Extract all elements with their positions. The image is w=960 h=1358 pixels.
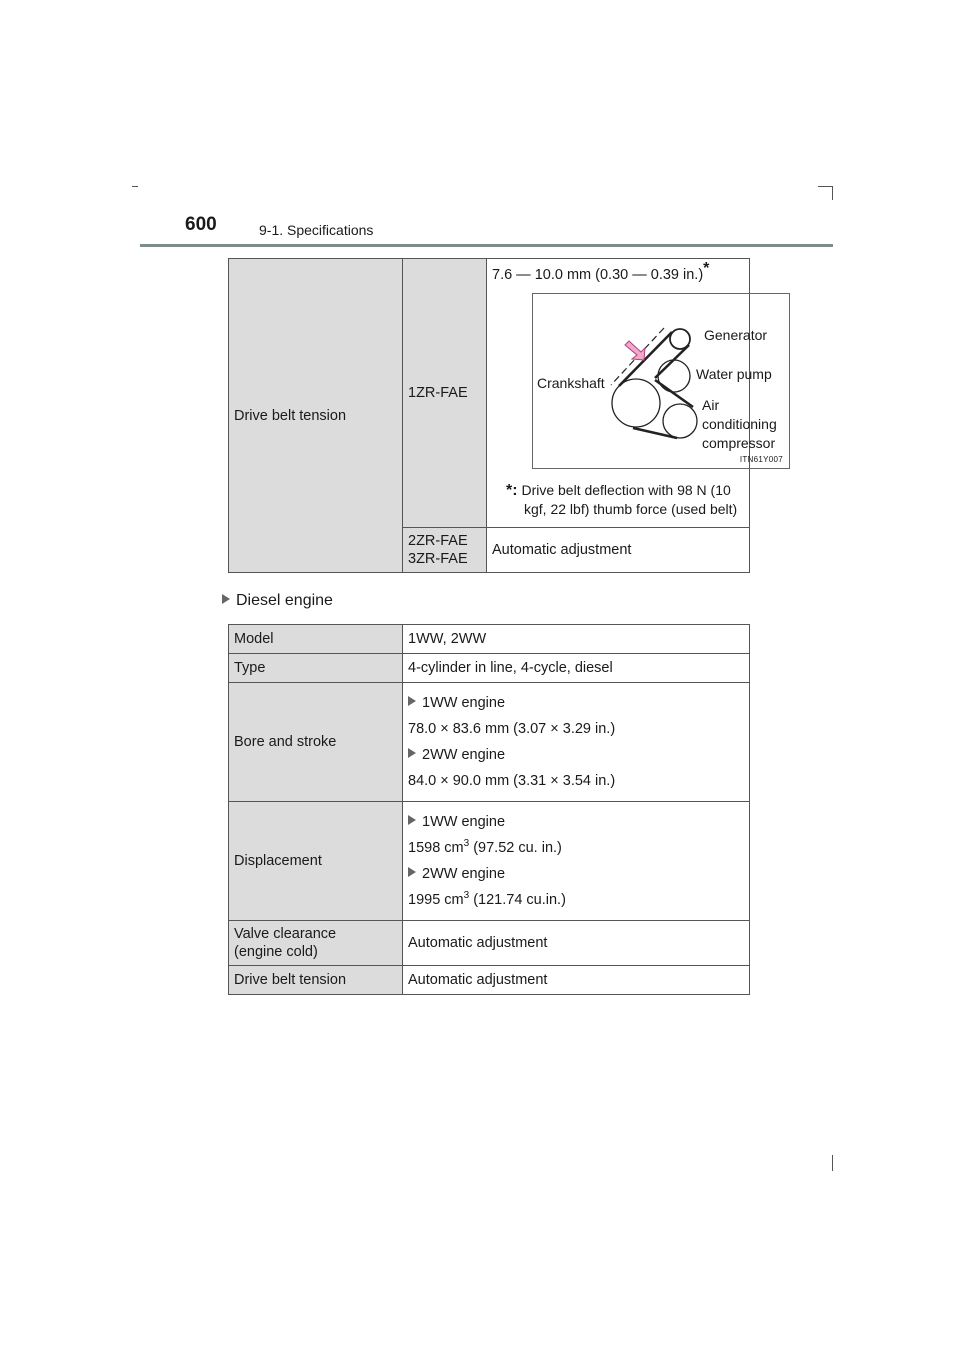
label-generator: Generator: [704, 327, 768, 343]
diesel-belt-label: Drive belt tension: [229, 966, 403, 995]
model-label: Model: [229, 625, 403, 654]
type-value: 4-cylinder in line, 4-cycle, diesel: [403, 654, 750, 683]
deflection-arrow: [625, 341, 645, 360]
diesel-belt-value: Automatic adjustment: [403, 966, 750, 995]
table-row: [229, 625, 750, 654]
asterisk-mark: *: [703, 260, 710, 278]
label-crankshaft: Crankshaft: [537, 375, 605, 391]
table-row: [229, 966, 750, 995]
bullet-triangle-icon: [408, 815, 416, 825]
bore-stroke-label: Bore and stroke: [229, 683, 403, 802]
page-header: [185, 214, 833, 248]
bore-2ww-value: 84.0 × 90.0 mm (3.31 × 3.54 in.): [408, 773, 616, 789]
crop-mark: [132, 186, 138, 187]
bore-2ww-title: 2WW engine: [422, 747, 506, 763]
drive-belt-tension-label: [229, 259, 403, 573]
disp-2ww-sup: 3: [463, 890, 470, 902]
water-pump-pulley: [658, 360, 690, 392]
footnote-text: Drive belt deflection with 98 N (10 kgf, 22 lbf) thumb force (used belt): [521, 482, 738, 517]
disp-2ww-a: 1995 cm: [408, 892, 464, 908]
model-value: 1WW, 2WW: [403, 625, 750, 654]
disp-1ww-a: 1598 cm: [408, 840, 464, 856]
crop-mark: [818, 186, 832, 187]
disp-2ww-title: 2WW engine: [422, 866, 506, 882]
ac-compressor-pulley: [663, 404, 697, 438]
disp-2ww-value: [408, 888, 744, 912]
figure-code: ITN61Y007: [739, 455, 783, 464]
diesel-heading-text: Diesel engine: [236, 592, 333, 609]
bullet-triangle-icon: [408, 867, 416, 877]
bullet-triangle-icon: [222, 594, 230, 604]
disp-1ww-value: [408, 836, 744, 860]
crop-mark: [832, 1155, 833, 1171]
table-row: [229, 683, 750, 802]
crop-mark: [832, 186, 833, 200]
engine-2zr-3zr-fae: 2ZR-FAE 3ZR-FAE: [403, 528, 487, 573]
label-water-pump: Water pump: [696, 366, 772, 382]
belt-diagram: [532, 293, 790, 469]
belt-value-cell: [487, 259, 783, 528]
bullet-triangle-icon: [408, 696, 416, 706]
header-rule: [140, 244, 833, 247]
table-row: [229, 802, 750, 921]
crankshaft-pulley: [612, 379, 660, 427]
disp-1ww-b: (97.52 cu. in.): [469, 840, 562, 856]
disp-2ww-b: (121.74 cu.in.): [469, 892, 566, 908]
table-row: [229, 654, 750, 683]
footnote: [506, 481, 744, 519]
deflection-value: 7.6 — 10.0 mm (0.30 — 0.39 in.): [492, 267, 704, 283]
disp-1ww-title: 1WW engine: [422, 814, 506, 830]
bullet-triangle-icon: [408, 748, 416, 758]
disp-1ww-sup: 3: [463, 838, 470, 850]
section-title: 9-1. Specifications: [259, 222, 374, 238]
belt-value-auto: Automatic adjustment: [487, 528, 750, 573]
valve-clearance-label: Valve clearance (engine cold): [229, 921, 403, 966]
bore-stroke-value: [403, 683, 750, 802]
displacement-value: [403, 802, 750, 921]
diesel-heading: [222, 592, 333, 610]
label-ac-compressor: Air conditioning compressor: [702, 397, 777, 451]
table-row: [229, 921, 750, 966]
bore-1ww-value: 78.0 × 83.6 mm (3.07 × 3.29 in.): [408, 721, 616, 737]
displacement-label: Displacement: [229, 802, 403, 921]
engine-1zr-fae: 1ZR-FAE: [403, 259, 487, 528]
drive-belt-table: [228, 258, 783, 573]
valve-clearance-value: Automatic adjustment: [403, 921, 750, 966]
type-label: Type: [229, 654, 403, 683]
footnote-mark: *:: [506, 482, 518, 499]
page-number: 600: [185, 214, 217, 235]
bore-1ww-title: 1WW engine: [422, 695, 506, 711]
row-label-text: Drive belt tension: [234, 407, 347, 424]
diesel-spec-table: [228, 624, 750, 995]
